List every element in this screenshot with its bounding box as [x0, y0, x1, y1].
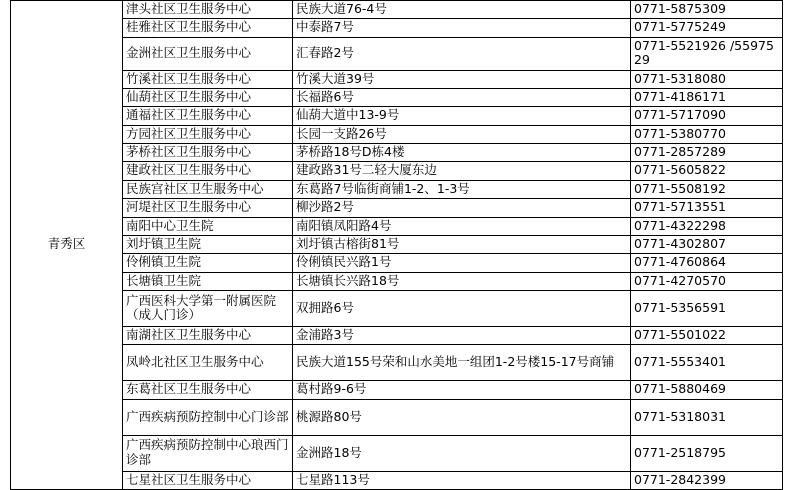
clinic-address: 东葛路7号临街商铺1-2、1-3号: [293, 180, 631, 198]
table-row: [11, 272, 783, 290]
table-row: [11, 162, 783, 180]
clinic-address: 刘圩镇古榕街81号: [293, 235, 631, 253]
clinic-phone: 0771-5775249: [631, 19, 783, 37]
clinic-name: 南湖社区卫生服务中心: [123, 327, 293, 345]
clinic-name: 长塘镇卫生院: [123, 272, 293, 290]
clinic-name: 广西疾病预防控制中心琅西门诊部: [123, 435, 293, 471]
table-row: [11, 291, 783, 327]
table-row: [11, 70, 783, 88]
table-row: [11, 435, 783, 471]
clinic-name: 金洲社区卫生服务中心: [123, 37, 293, 70]
clinic-directory-table: [10, 0, 783, 490]
clinic-name: 东葛社区卫生服务中心: [123, 381, 293, 399]
clinic-address: 长塘镇长兴路18号: [293, 272, 631, 290]
clinic-name: 民族宫社区卫生服务中心: [123, 180, 293, 198]
clinic-address: 双拥路6号: [293, 291, 631, 327]
clinic-phone: 0771-5521926 /5597529: [631, 37, 783, 70]
clinic-phone: 0771-5356591: [631, 291, 783, 327]
clinic-name: 竹溪社区卫生服务中心: [123, 70, 293, 88]
table-row: [11, 399, 783, 435]
clinic-address: 竹溪大道39号: [293, 70, 631, 88]
clinic-phone: 0771-5605822: [631, 162, 783, 180]
clinic-name: 伶俐镇卫生院: [123, 254, 293, 272]
clinic-name: 七星社区卫生服务中心: [123, 471, 293, 489]
clinic-phone: 0771-5875309: [631, 1, 783, 19]
table-row: [11, 199, 783, 217]
clinic-phone: 0771-5501022: [631, 327, 783, 345]
clinic-name: 方园社区卫生服务中心: [123, 125, 293, 143]
clinic-name: 广西医科大学第一附属医院（成人门诊）: [123, 291, 293, 327]
clinic-phone: 0771-5508192: [631, 180, 783, 198]
clinic-address: 伶俐镇民兴路1号: [293, 254, 631, 272]
clinic-name: 凤岭北社区卫生服务中心: [123, 345, 293, 381]
clinic-phone: 0771-5380770: [631, 125, 783, 143]
table-row: [11, 107, 783, 125]
clinic-name: 津头社区卫生服务中心: [123, 1, 293, 19]
clinic-name: 刘圩镇卫生院: [123, 235, 293, 253]
clinic-address: 长福路6号: [293, 88, 631, 106]
table-row: [11, 144, 783, 162]
clinic-address: 金浦路3号: [293, 327, 631, 345]
table-row: [11, 471, 783, 489]
clinic-name: 茅桥社区卫生服务中心: [123, 144, 293, 162]
clinic-address: 民族大道155号荣和山水美地一组团1-2号楼15-17号商铺: [293, 345, 631, 381]
clinic-phone: 0771-5553401: [631, 345, 783, 381]
region-cell: 青秀区: [11, 1, 123, 490]
clinic-phone: 0771-4302807: [631, 235, 783, 253]
clinic-address: 中泰路7号: [293, 19, 631, 37]
clinic-name: 广西疾病预防控制中心门诊部: [123, 399, 293, 435]
clinic-address: 桃源路80号: [293, 399, 631, 435]
clinic-address: 葛村路9-6号: [293, 381, 631, 399]
table-row: [11, 345, 783, 381]
table-row: [11, 381, 783, 399]
clinic-address: 长园一支路26号: [293, 125, 631, 143]
table-body: [11, 1, 783, 490]
clinic-address: 汇春路2号: [293, 37, 631, 70]
clinic-address: 七星路113号: [293, 471, 631, 489]
clinic-address: 建政路31号二轻大厦东边: [293, 162, 631, 180]
table-row: [11, 180, 783, 198]
clinic-name: 建政社区卫生服务中心: [123, 162, 293, 180]
clinic-name: 通福社区卫生服务中心: [123, 107, 293, 125]
clinic-phone: 0771-5880469: [631, 381, 783, 399]
table-row: [11, 217, 783, 235]
clinic-address: 金洲路18号: [293, 435, 631, 471]
clinic-name: 南阳中心卫生院: [123, 217, 293, 235]
clinic-name: 河堤社区卫生服务中心: [123, 199, 293, 217]
table-row: [11, 37, 783, 70]
table-row: [11, 88, 783, 106]
clinic-phone: 0771-2842399: [631, 471, 783, 489]
clinic-phone: 0771-4322298: [631, 217, 783, 235]
clinic-address: 仙葫大道中13-9号: [293, 107, 631, 125]
clinic-name: 仙葫社区卫生服务中心: [123, 88, 293, 106]
clinic-address: 民族大道76-4号: [293, 1, 631, 19]
clinic-address: 南阳镇凤阳路4号: [293, 217, 631, 235]
clinic-phone: 0771-4186171: [631, 88, 783, 106]
clinic-name: 桂雅社区卫生服务中心: [123, 19, 293, 37]
table-row: [11, 1, 783, 19]
clinic-phone: 0771-5318031: [631, 399, 783, 435]
clinic-phone: 0771-4270570: [631, 272, 783, 290]
table-row: [11, 125, 783, 143]
table-row: [11, 327, 783, 345]
clinic-phone: 0771-4760864: [631, 254, 783, 272]
clinic-phone: 0771-5717090: [631, 107, 783, 125]
clinic-phone: 0771-5713551: [631, 199, 783, 217]
clinic-address: 柳沙路2号: [293, 199, 631, 217]
table-row: [11, 19, 783, 37]
clinic-phone: 0771-5318080: [631, 70, 783, 88]
table-row: [11, 254, 783, 272]
clinic-address: 茅桥路18号D栋4楼: [293, 144, 631, 162]
clinic-phone: 0771-2518795: [631, 435, 783, 471]
table-row: [11, 235, 783, 253]
clinic-phone: 0771-2857289: [631, 144, 783, 162]
